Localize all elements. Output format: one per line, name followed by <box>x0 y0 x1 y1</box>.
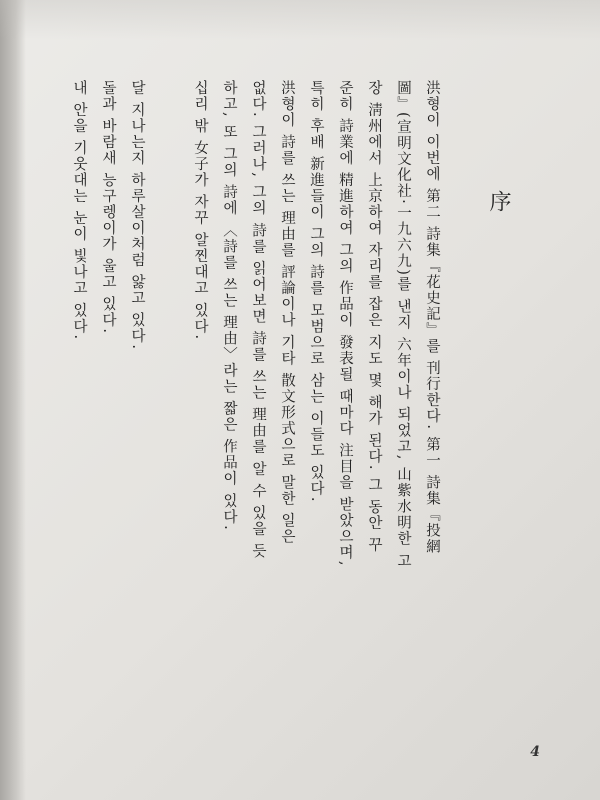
preface-line-2: 圖』(宣明文化社·一九六九)를 낸지 六年이나 되었고, 山紫水明한 고 <box>395 80 411 570</box>
page-number: 4 <box>530 744 540 760</box>
vertical-text-block <box>64 80 520 680</box>
poem-line-4: 내 안을 기웃대는 눈이 빛나고 있다. <box>71 80 87 341</box>
poem-line-2: 달 지나는지 하루살이처럼 앓고 있다. <box>129 80 145 351</box>
page-title: 序 <box>486 190 511 212</box>
preface-line-7: 없다. 그러나, 그의 詩를 읽어보면 詩를 쓰는 理由를 알 수 있을 듯 <box>250 80 266 560</box>
preface-line-6: 洪형이 詩를 쓰는 理由를 評論이나 기타 散文形式으로 말한 일은 <box>279 80 295 545</box>
page-gutter-shadow <box>0 0 26 800</box>
preface-line-5: 특히 후배 新進들이 그의 詩를 모범으로 삼는 이들도 있다. <box>308 80 324 503</box>
poem-line-1: 십리 밖 女子가 자꾸 알찐대고 있다. <box>192 80 208 341</box>
preface-line-3: 장 淸州에서 上京하여 자리를 잡은 지도 몇 해가 된다. 그 동안 꾸 <box>366 80 382 554</box>
preface-line-4: 준히 詩業에 精進하여 그의 作品이 發表될 때마다 注目을 받았으며, <box>337 80 353 567</box>
preface-line-1: 洪형이 이번에 第二 詩集『花史記』를 刊行한다. 第一 詩集『投網 <box>424 80 440 555</box>
preface-line-8: 하고, 또 그의 詩에 〈詩를 쓰는 理由〉라는 짧은 作品이 있다. <box>221 80 237 532</box>
poem-line-3: 돌과 바람새 능구렝이가 울고 있다. <box>100 80 116 335</box>
page-top-shadow <box>0 0 600 40</box>
